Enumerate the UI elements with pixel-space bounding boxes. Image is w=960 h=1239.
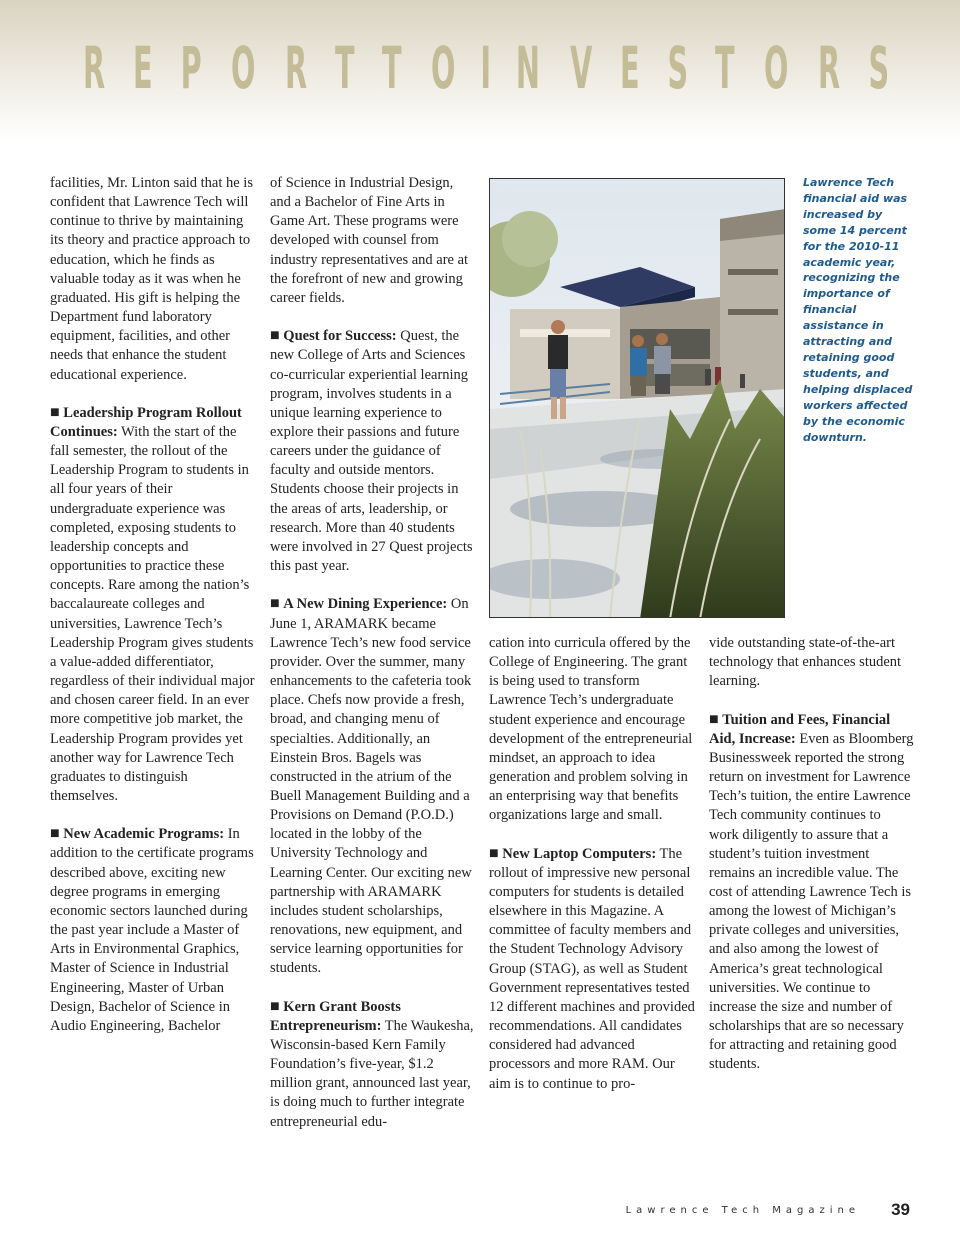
- paragraph: [489, 845, 696, 1094]
- paragraph: [270, 595, 476, 978]
- title-letter: T: [381, 34, 402, 102]
- paragraph-text: With the start of the fall semester, the rollout of the Leadership Program to students in all four years of their undergraduate experience was completed, exposing students to leadership concepts and opportunities to practice these concepts. Rare among the nation’s baccalaureate colleges and universities, Lawrence Tech’s Leadership Program gives students a value-added differentiator, regardless of their individual major and chosen career field. In an ever more competitive job market, the Leadership Program provides yet another way for Lawrence Tech graduates to distinguish themselves.: [50, 424, 255, 804]
- bullet-square-icon: ■: [270, 997, 280, 1015]
- paragraph: [709, 634, 914, 691]
- title-letter: R: [285, 34, 308, 102]
- bullet-square-icon: ■: [709, 710, 719, 728]
- paragraph-text: In addition to the certificate programs described above, exciting new degree programs in emerging economic sectors launched during the past year include a Master of Arts in Environmental Graphics, Master of Science in Industrial Engineering, Master of Urban Design, Bachelor of Science in Audio Engineering, Bachelor: [50, 826, 254, 1034]
- paragraph-text: Even as Bloomberg Businessweek reported the strong return on investment for Lawrence Tech’s tuition, the entire Lawrence Tech community continues to work diligently to assure that a student’s tuition investment remains an incredible value. The cost of attending Lawrence Tech is among the lowest of Michigan’s private colleges and universities, and also among the lowest of America’s great technological universities. We continue to increase the size and number of scholarships that are so necessary for attracting and retaining good students.: [709, 730, 914, 1073]
- title-letter: S: [667, 34, 688, 102]
- paragraph-text: facilities, Mr. Linton said that he is confident that Lawrence Tech will continue to thrive by maintaining its theory and practice approach to education, which he finds as valuable today as it was when he graduated. His gift is helping the Department fund laboratory equipment, facilities, and other needs that enhance the student educational experience.: [50, 175, 253, 383]
- title-letter: V: [569, 34, 593, 102]
- title-letter: T: [335, 34, 355, 102]
- text-column-1: [50, 174, 255, 1036]
- paragraph-lead: Tuition and Fees, Financial Aid, Increase:: [709, 711, 891, 747]
- paragraph-lead: Kern Grant Boosts Entrepreneurism:: [270, 998, 401, 1034]
- paragraph-text: The rollout of impressive new personal computers for students is detailed elsewhere in this Magazine. A committee of faculty members and the Student Technology Advisory Group (STAG), as well as Student Government representatives tested 12 different machines and provided recommendations. All candidates considered had advanced processors and more RAM. Our aim is to continue to pro-: [489, 845, 695, 1092]
- paragraph-text: cation into curricula offered by the College of Engineering. The grant is being used to transform Lawrence Tech’s undergraduate student experience and encourage development of the entrepreneurial mindset, an approach to idea generation and problem solving in an enterprising way that benefits organizations large and small.: [489, 635, 693, 824]
- photo-caption: Lawrence Tech financial aid was increased by some 14 percent for the 2010-11 academic year, recognizing the importance of financial assistance in attracting and retaining good students, and helping displaced workers affected by the economic downturn.: [803, 176, 913, 444]
- magazine-name: Lawrence Tech Magazine: [625, 1205, 860, 1216]
- title-letter: S: [868, 34, 890, 102]
- section-title: [0, 34, 960, 102]
- text-column-2: [270, 174, 476, 1132]
- paragraph-text: of Science in Industrial Design, and a Bachelor of Fine Arts in Game Art. These programs were developed with counsel from industry representatives and are at the forefront of new and growing career fields.: [270, 175, 469, 306]
- title-letter: T: [715, 34, 735, 102]
- title-letter: R: [83, 34, 106, 102]
- title-letter: O: [430, 34, 455, 102]
- title-letter: O: [763, 34, 789, 102]
- title-letter: E: [620, 34, 640, 102]
- bullet-square-icon: ■: [489, 844, 499, 862]
- paragraph: [270, 327, 476, 576]
- page-number: 39: [891, 1200, 910, 1219]
- campus-photo-illustration: [490, 179, 785, 618]
- bullet-square-icon: ■: [50, 825, 60, 843]
- title-letter: R: [818, 34, 841, 102]
- title-letter: N: [516, 34, 541, 102]
- bullet-square-icon: ■: [270, 595, 280, 613]
- paragraph-lead: New Academic Programs:: [63, 826, 225, 843]
- bullet-square-icon: ■: [270, 327, 280, 345]
- title-letter: E: [133, 34, 153, 102]
- campus-photo: [489, 178, 785, 618]
- text-column-3: [489, 634, 696, 1094]
- paragraph-text: On June 1, ARAMARK became Lawrence Tech’s new food service provider. Over the summer, many enhancements to the cafeteria took place. Chefs now provide a fresh, broad, and changing menu of specialties. Additionally, an Einstein Bros. Bagels was constructed in the atrium of the Buell Management Building and a Provisions on Demand (P.O.D.) located in the lobby of the University Technology and Learning Center. Our exciting new partnership with ARAMARK includes student scholarships, renovations, new equipment, and service learning opportunities for students.: [270, 596, 472, 977]
- paragraph-text: vide outstanding state-of-the-art technology that enhances student learning.: [709, 635, 902, 690]
- paragraph-lead: New Laptop Computers:: [502, 845, 657, 862]
- paragraph: [709, 711, 914, 1075]
- paragraph-lead: Quest for Success:: [283, 328, 397, 345]
- paragraph-text: Quest, the new College of Arts and Sciences co-curricular experiential learning program, involves students in a unique learning experience to explore their passions and future careers under the guidance of faculty and outside mentors. Students choose their projects in the areas of arts, leadership, or research. More than 40 students were involved in 27 Quest projects this past year.: [270, 328, 473, 575]
- title-letter: I: [480, 34, 491, 102]
- paragraph-lead: Leadership Program Rollout Continues:: [50, 404, 242, 441]
- title-letter: P: [180, 34, 202, 102]
- paragraph: [270, 174, 476, 308]
- paragraph: [50, 825, 255, 1036]
- bullet-square-icon: ■: [50, 403, 60, 421]
- paragraph-lead: A New Dining Experience:: [283, 596, 448, 613]
- paragraph: [50, 404, 255, 806]
- paragraph: [270, 998, 476, 1132]
- text-column-4: [709, 634, 914, 1075]
- paragraph: [50, 174, 255, 385]
- paragraph: [489, 634, 696, 826]
- title-letter: O: [230, 34, 256, 102]
- paragraph-text: The Waukesha, Wisconsin-based Kern Family Foundation’s five-year, $1.2 million grant, announced last year, is doing much to further integrate entrepreneurial edu-: [270, 1017, 474, 1130]
